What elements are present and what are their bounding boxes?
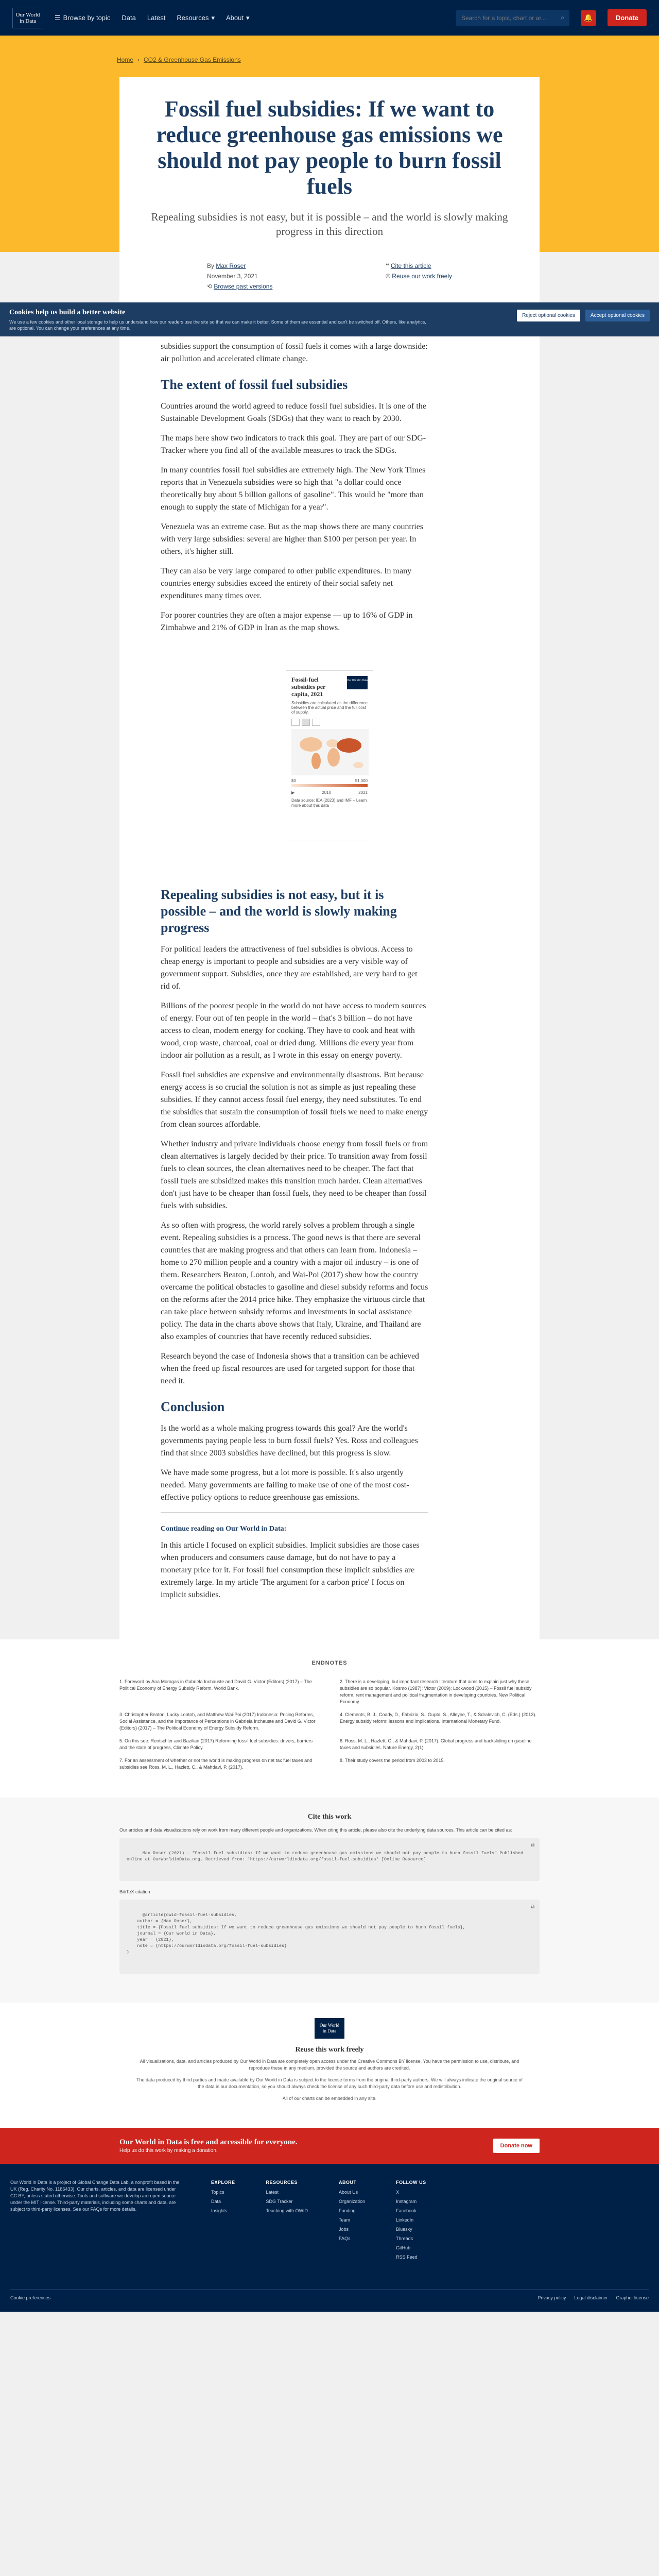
paragraph: For poorer countries they are often a major expense — up to 16% of GDP in Zimbabwe and 21% of GDP in Iran as the map shows. <box>161 611 413 632</box>
play-icon[interactable]: ▶ <box>291 790 295 795</box>
footer-link[interactable]: RSS Feed <box>396 2255 418 2260</box>
footer-col-resources <box>266 2179 308 2263</box>
paragraph: Whether industry and private individuals choose energy from fossil fuels or from clean alternatives is largely decided by their price. To transition away from fossil fuels to clean sources, the clean alternatives need to be cheaper. The fact that fossil fuels are subsidized makes this transition much harder. Clean alternatives don't just have to be cheaper than fossil fuels, they need to be cheaper than fossil fuels with subsidies. <box>161 1140 428 1210</box>
cookie-banner <box>0 302 659 336</box>
quote-icon: ❝ <box>386 262 391 269</box>
byline <box>119 252 540 302</box>
footer-link[interactable]: GitHub <box>396 2245 411 2250</box>
citation-text: Max Roser (2021) - "Fossil fuel subsidies: If we want to reduce greenhouse gas emissions we should not pay people to burn fossil fuels" Published online at OurWorldinData.org. Retrieved from: 'https://ourworldindata.org/fossil-fuel-subsidies' [Online Resource] <box>127 1851 526 1862</box>
logo-line: Our World <box>319 2023 340 2028</box>
section-heading-conclusion: Conclusion <box>161 1399 225 1414</box>
map-africa <box>327 748 340 767</box>
menu-icon: ☰ <box>55 13 61 22</box>
nav-latest-label: Latest <box>147 14 166 22</box>
chevron-right-icon: › <box>137 56 140 63</box>
paragraph: We have made some progress, but a lot more is possible. It's also urgently needed. Many governments are failing to make use of one of the most cost-effective policy options to reduce greenhouse gas emissions. <box>161 1468 409 1502</box>
footer-link[interactable]: Jobs <box>339 2227 349 2232</box>
byline-row <box>150 262 509 290</box>
page-title: Fossil fuel subsidies: If we want to reduce greenhouse gas emissions we should not pay people to burn fossil fuels <box>156 96 503 199</box>
legend-high: $1,000 <box>355 778 368 783</box>
paragraph: In many countries fossil fuel subsidies are extremely high. The New York Times reports that in Venezuela subsidies were so high that "a dollar could once theoretically buy about 5 billion gallons of gasoline". This would be "more than enough to supply the state of Michigan for a year". <box>161 466 426 512</box>
reuse-text: All of our charts can be embedded in any site. <box>282 2096 377 2101</box>
paragraph: Research beyond the case of Indonesia shows that a transition can be achieved when the freed up fiscal resources are used for targeted support for those that need it. <box>161 1352 420 1385</box>
nav-resources[interactable] <box>177 14 215 22</box>
chart-tab-icon[interactable] <box>312 719 320 726</box>
by-label: By <box>207 262 215 269</box>
nav-data[interactable] <box>122 14 135 22</box>
footer-col-about <box>339 2179 365 2263</box>
footer-link[interactable]: Threads <box>396 2236 413 2241</box>
citation-box[interactable] <box>119 1838 540 1881</box>
reuse-link[interactable] <box>386 273 452 280</box>
nav-browse-label: Browse by topic <box>63 14 111 22</box>
footer-about: Our World in Data is a project of Global Change Data Lab, a nonprofit based in the UK (Reg. Charity No. 1186433). Our charts, articles, and data are licensed under CC BY, unless stated otherwise. Tools and software we develop are open source under the MIT license. Third-party materials, including some charts and data, are subject to third-party licenses. See our FAQs for more details. <box>10 2180 180 2212</box>
footer-row <box>10 2179 649 2263</box>
endnote: 2. There is a developing, but important research literature that aims to explain just why these subsidies are so popular. Kosmo (1987); Victor (2009); Lockwood (2015) – Fossil fuel subsidy reform, rent management and political fragmentation in developing countries. New Political Economy. <box>340 1679 532 1704</box>
history-link[interactable] <box>207 283 272 290</box>
cite-link[interactable] <box>386 262 452 269</box>
author-link[interactable]: Max Roser <box>216 262 246 269</box>
paragraph: subsidies support the consumption of fossil fuels it comes with a large downside: air pollution and accelerated climate change. <box>161 342 428 363</box>
cite-text: Our articles and data visualizations rely on work from many different people and organizations. When citing this article, please also cite the underlying data sources. This article can be cited as: <box>119 1827 512 1833</box>
map-asia <box>337 738 361 753</box>
cookie-text: We use a few cookies and other local storage to help us understand how our readers use the site so that we can make it better. Some of them are essential and can't be switched off. Others, like analytics, are optional. You can change your preferences at any time. <box>9 319 426 331</box>
copy-icon[interactable]: ⧉ <box>530 1843 534 1849</box>
footer-link[interactable]: Insights <box>211 2208 228 2213</box>
table-tab-icon[interactable] <box>291 719 300 726</box>
section-heading-extent: The extent of fossil fuel subsidies <box>161 377 348 392</box>
clock-icon: ⟲ <box>207 283 214 290</box>
footer-link[interactable]: Data <box>211 2199 221 2204</box>
timeline-start: 2010 <box>322 790 332 795</box>
cookie-text-block <box>9 309 431 331</box>
footer-legal-link[interactable]: Legal disclaimer <box>574 2295 608 2300</box>
footer-col-title: ABOUT <box>339 2180 357 2185</box>
endnote: 3. Christopher Beaton, Lucky Lontoh, and Matthew Wai-Poi (2017) Indonesia: Pricing Reforms, Social Assistance, and the Importance of Perceptions in Gabriela Inchauste and David G. Victor (Editors) (2017) – The Political Economy of Energy Subsidy Reform. <box>119 1712 316 1731</box>
chart-note: Subsidies are calculated as the difference between the actual price and the full cost of supply. <box>291 701 368 715</box>
map-americas-south <box>311 753 321 769</box>
legend-low: $0 <box>291 778 296 783</box>
footer-legal-link[interactable]: Grapher license <box>616 2295 649 2300</box>
nav-data-label: Data <box>122 14 136 22</box>
paragraph: Fossil fuel subsidies are expensive and environmentally disastrous. But because energy access is so crucial the solution is not as simple as just repealing these subsidies. If they cannot access fossil fuel energy, they need substitutes. To end the subsidies that sustain the consumption of fossil fuels we need to make energy from clean sources affordable. <box>161 1071 428 1129</box>
continue-reading-text: In this article I focused on explicit subsidies. Implicit subsidies are those cases when producers and consumers cause damage, but do not have to pay a monetary price for it. For fossil fuel consumption these implicit subsidies are extremely large. In my article 'The argument for a carbon price' I focus on implicit subsidies. <box>161 1541 420 1599</box>
donate-banner-text <box>119 2138 298 2154</box>
map-oceania <box>353 762 363 768</box>
reuse-label: Reuse our work freely <box>392 273 452 280</box>
map-americas-north <box>300 737 322 752</box>
section-heading-repeal: Repealing subsidies is not easy, but it is possible – and the world is slowly making progress <box>161 887 397 935</box>
publish-date: November 3, 2021 <box>207 273 258 280</box>
donate-button[interactable]: Donate <box>608 9 647 26</box>
author-block <box>207 262 272 290</box>
breadcrumb <box>117 56 241 63</box>
cookie-buttons <box>517 310 650 321</box>
article <box>119 336 540 1639</box>
reuse-text: The data produced by third parties and made available by Our World in Data is subject to the license terms from the original third-party authors. We will always indicate the original source of the data in our documentation, so you should always check the license of any such third-party data before use and redistribution. <box>136 2077 523 2089</box>
map-legend <box>291 778 368 783</box>
continue-reading-title: Continue reading on Our World in Data: <box>161 1525 287 1533</box>
logo-line: Our World <box>15 11 40 18</box>
endnote: 7. For an assessment of whether or not the world is making progress on net tax fuel taxes and subsidies see Ross, M. L., Hazlett, C., & Mahdavi, P. (2017). <box>119 1758 313 1770</box>
paragraph: They can also be very large compared to other public expenditures. In many countries energy subsidies exceed the entirety of their social safety net expenditures many times over. <box>161 567 412 600</box>
endnote: 4. Clements, B. J., Coady, D., Fabrizio, S., Gupta, S., Alleyne, T., & Sdralevich, C. (Eds.) (2013). Energy subsidy reform: lessons and implications. International Monetary Fund. <box>340 1712 536 1724</box>
article-column <box>161 887 428 1601</box>
cite-section <box>0 1798 659 2003</box>
endnotes <box>0 1639 659 1798</box>
footer-col-title: RESOURCES <box>266 2180 298 2185</box>
footer-col-title: FOLLOW US <box>396 2180 426 2185</box>
nav-latest[interactable] <box>147 14 165 22</box>
footer <box>0 2164 659 2312</box>
chevron-down-icon: ▾ <box>211 13 215 22</box>
donate-now-button[interactable]: Donate now <box>493 2139 540 2153</box>
reuse-text: All visualizations, data, and articles produced by Our World in Data are completely open access under the Creative Commons BY license. You have the permission to use, distribute, and reproduce these in any medium, provided the source and authors are credited. <box>140 2059 519 2071</box>
footer-link[interactable]: Teaching with OWID <box>266 2208 308 2213</box>
search-icon[interactable]: ⌕ <box>561 14 564 21</box>
timeline[interactable] <box>291 790 368 795</box>
timeline-end: 2021 <box>358 790 368 795</box>
cite-title: Cite this work <box>307 1813 352 1821</box>
footer-link[interactable]: Organization <box>339 2199 366 2204</box>
footer-col-follow <box>396 2179 426 2263</box>
bibtex-label: BibTeX citation <box>119 1889 150 1894</box>
continue-reading <box>161 1512 428 1601</box>
footer-legal-links <box>537 2295 649 2301</box>
embedded-chart[interactable] <box>286 670 373 840</box>
hero-card <box>119 77 540 252</box>
footer-col-explore <box>211 2179 235 2263</box>
paragraph: For political leaders the attractiveness of fuel subsidies is obvious. Access to cheap energy is important to people and subsidies are a very visible way of government support. Subsidies, once they are established, are very hard to get rid of. <box>161 945 418 991</box>
legend-scale <box>291 784 368 787</box>
endnote: 6. Ross, M. L., Hazlett, C., & Mahdavi, P. (2017). Global progress and backsliding on gasoline taxes and subsidies. Nature Energy, 2(1). <box>340 1738 532 1750</box>
top-nav <box>0 0 659 36</box>
cite-block <box>386 262 452 290</box>
logo-line: in Data <box>19 18 37 24</box>
bibtex-text: @article{owid-fossil-fuel-subsidies, author = {Max Roser}, title = {Fossil fuel subsidies: If we want to reduce greenhouse gas emissions we should not pay people to burn fossil fuels}, journal = {Our World in Data}, year = {2021}, note = {https://ourworldindata.org/fossil-fuel-subsidies} } <box>127 1912 466 1955</box>
reuse-title: Reuse this work freely <box>295 2046 364 2054</box>
footer-col-title: EXPLORE <box>211 2180 235 2185</box>
footer-link[interactable]: Bluesky <box>396 2227 412 2232</box>
donate-banner <box>0 2128 659 2164</box>
history-label: Browse past versions <box>214 283 273 290</box>
cite-label: Cite this article <box>390 262 431 269</box>
chart-title: Fossil-fuel subsidies per capita, 2021 <box>291 676 326 698</box>
endnotes-title: ENDNOTES <box>311 1660 348 1666</box>
reject-cookies-button[interactable]: Reject optional cookies <box>517 310 580 321</box>
cookie-title: Cookies help us build a better website <box>9 309 126 316</box>
hero <box>0 36 659 252</box>
chart-logo: Our World in Data <box>347 676 368 689</box>
reuse-section <box>0 2003 659 2128</box>
bibtex-box[interactable] <box>119 1900 540 1974</box>
chart-source: Data source: IEA (2023) and IMF – Learn more about this data <box>291 798 367 808</box>
copy-icon[interactable]: ⧉ <box>530 1905 534 1910</box>
footer-link[interactable]: Team <box>339 2217 351 2223</box>
paragraph: Countries around the world agreed to reduce fossil fuel subsidies. It is one of the Sustainable Development Goals (SDGs) that they want to reach by 2030. <box>161 402 426 423</box>
endnote: 8. Their study covers the period from 2003 to 2015. <box>340 1758 445 1763</box>
article-column <box>161 341 428 634</box>
chevron-down-icon: ▾ <box>246 13 250 22</box>
cite-inner <box>119 1813 540 1974</box>
reuse-logo <box>315 2018 344 2039</box>
footer-link[interactable]: SDG Tracker <box>266 2199 293 2204</box>
footer-link[interactable]: LinkedIn <box>396 2217 414 2223</box>
map-tab-icon[interactable] <box>302 719 310 726</box>
footer-bottom <box>10 2289 649 2301</box>
chart-tabs <box>291 719 368 726</box>
endnote: 5. On this see: Rentschler and Bazilian (2017) Reforming fossil fuel subsidies: drivers, barriers and the state of progress, Climate Policy. <box>119 1738 313 1750</box>
footer-link[interactable]: FAQs <box>339 2236 351 2241</box>
paragraph: Is the world as a whole making progress towards this goal? Are the world's governments paying people less to burn fossil fuels? Yes. Ross and colleagues find that since 2003 subsidies have declined, but this progress is slow. <box>161 1424 418 1458</box>
paragraph: Billions of the poorest people in the world do not have access to modern sources of energy. Four out of ten people in the world – that's 3 billion – do not have access to clean, modern energy for cooking. They have to cook and heat with wood, crop waste, charcoal, coal or dried dung. Millions die every year from indoor air pollution as a result, as I wrote in this essay on energy poverty. <box>161 1002 426 1060</box>
footer-link[interactable]: X <box>396 2190 400 2195</box>
footer-link[interactable]: Funding <box>339 2208 356 2213</box>
page-subtitle: Repealing subsidies is not easy, but it is possible – and the world is slowly making progress in this direction <box>151 211 508 238</box>
endnotes-grid <box>119 1679 540 1777</box>
search-box[interactable] <box>456 10 569 26</box>
endnote: 1. Foreword by Ana Moragas in Gabriela Inchauste and David G. Victor (Editors) (2017) – The Political Economy of Energy Subsidy Reform. World Bank. <box>119 1679 312 1691</box>
world-map[interactable] <box>291 729 369 775</box>
footer-link[interactable]: About Us <box>339 2190 358 2195</box>
nav-about[interactable] <box>226 14 250 22</box>
footer-link[interactable]: Instagram <box>396 2199 417 2204</box>
chart-area <box>119 670 540 840</box>
nav-browse[interactable] <box>55 14 110 22</box>
paragraph: As so often with progress, the world rarely solves a problem through a single event. Repealing subsidies is a process. The good news is that there are several countries that are making progress and that others can learn from. Indonesia – home to 270 million people and a country with a major oil industry – is one of them. Researchers Beaton, Lontoh, and Wai-Poi (2017) show how the country overcame the political obstacles to gasoline and diesel subsidy reforms and focus on the reforms after the 2014 price hike. They emphasize the virtuous circle that can take place between subsidy reforms and investments in social assistance policy. The data in the charts above shows that Italy, Ukraine, and Thailand are also examples of countries that have recently reduced subsidies. <box>161 1221 428 1341</box>
bell-icon[interactable]: 🔔 <box>581 10 596 26</box>
donate-banner-title: Our World in Data is free and accessible for everyone. <box>119 2138 298 2146</box>
footer-link[interactable]: Topics <box>211 2190 224 2195</box>
breadcrumb-home[interactable]: Home <box>117 56 134 63</box>
paragraph: Venezuela was an extreme case. But as the map shows there are many countries with very large subsidies: several are higher than $100 per person per year. In others, it's higher still. <box>161 522 424 556</box>
paragraph: The maps here show two indicators to track this goal. They are part of our SDG-Tracker where you find all of the available measures to track the SDGs. <box>161 434 426 455</box>
footer-legal-link[interactable]: Privacy policy <box>537 2295 566 2300</box>
footer-link[interactable]: Facebook <box>396 2208 417 2213</box>
nav-resources-label: Resources <box>177 14 209 22</box>
site-logo[interactable] <box>12 8 43 28</box>
accept-cookies-button[interactable]: Accept optional cookies <box>585 310 650 321</box>
cookie-preferences-link[interactable]: Cookie preferences <box>10 2295 51 2300</box>
footer-link[interactable]: Latest <box>266 2190 279 2195</box>
donate-banner-sub: Help us do this work by making a donation. <box>119 2148 218 2154</box>
nav-about-label: About <box>226 14 244 22</box>
logo-line: in Data <box>322 2028 337 2033</box>
search-input[interactable] <box>461 14 549 22</box>
breadcrumb-topic[interactable]: CO2 & Greenhouse Gas Emissions <box>144 56 241 63</box>
cc-icon: © <box>386 273 392 280</box>
